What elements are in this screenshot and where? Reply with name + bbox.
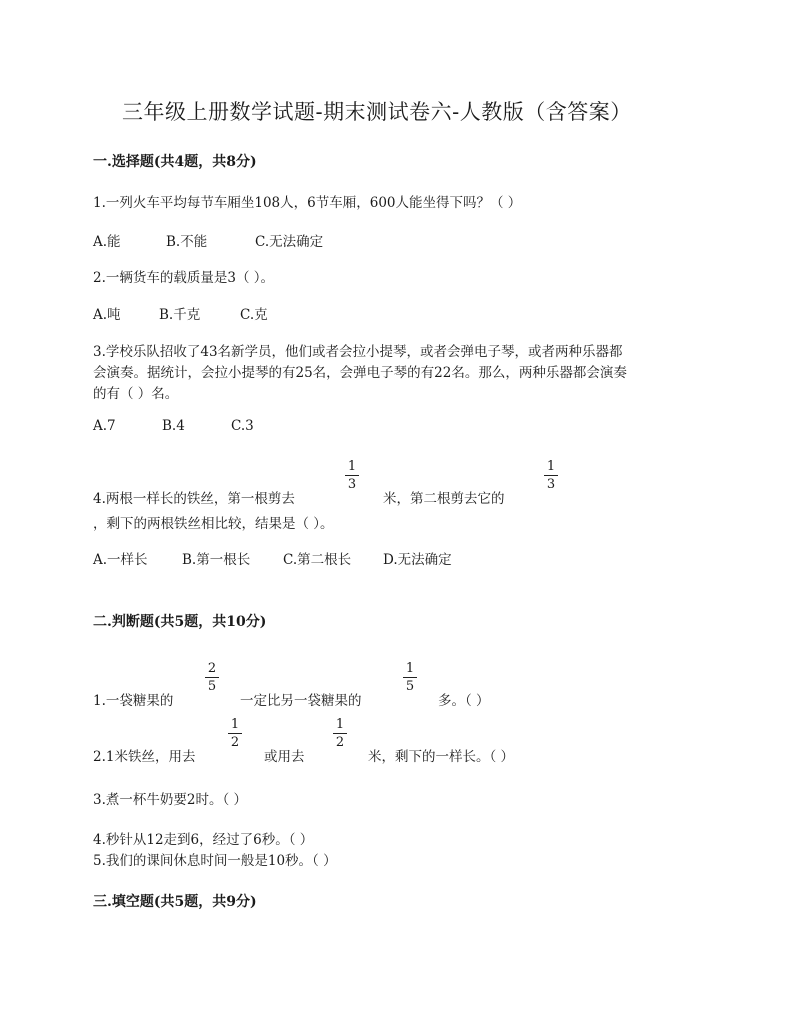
judge-1-part-3: 多。（ ） <box>438 693 490 709</box>
question-4-part-1: 4.两根一样长的铁丝，第一根剪去 <box>93 491 295 507</box>
section-heading-fill-blank: 三.填空题(共5题，共9分) <box>93 894 257 910</box>
question-2-stem: 2.一辆货车的载质量是3（ ）。 <box>93 270 275 286</box>
fraction-bar <box>403 677 417 678</box>
fraction-bar <box>205 677 219 678</box>
fraction <box>544 460 558 492</box>
judge-2-part-3: 米，剩下的一样长。（ ） <box>368 749 515 765</box>
judge-4-stem: 4.秒针从12走到6，经过了6秒。（ ） <box>93 832 314 848</box>
fraction <box>333 718 347 750</box>
q2-option-b: B.千克 <box>159 307 201 323</box>
question-4-part-3: ，剩下的两根铁丝相比较，结果是（ ）。 <box>93 516 334 532</box>
q4-option-c: C.第二根长 <box>283 552 352 568</box>
fraction-bar <box>333 733 347 734</box>
question-3-line-2: 会演奏。据统计，会拉小提琴的有25名，会弹电子琴的有22名。那么，两种乐器都会演奏 <box>93 365 627 381</box>
fraction-denominator: 5 <box>405 679 415 694</box>
judge-3-stem: 3.煮一杯牛奶要2时。（ ） <box>93 792 248 808</box>
question-4-part-2: 米，第二根剪去它的 <box>383 491 505 507</box>
q4-option-b: B.第一根长 <box>182 552 251 568</box>
fraction-denominator: 3 <box>546 477 556 492</box>
q4-option-d: D.无法确定 <box>383 552 452 568</box>
fraction-bar <box>345 475 359 476</box>
page-title: 三年级上册数学试题-期末测试卷六-人教版（含答案） <box>122 100 632 124</box>
fraction-denominator: 3 <box>347 477 357 492</box>
fraction <box>345 460 359 492</box>
q4-option-a: A.一样长 <box>93 552 148 568</box>
question-1-stem: 1.一列火车平均每节车厢坐108人，6节车厢，600人能坐得下吗？（ ） <box>93 195 522 211</box>
judge-1-part-2: 一定比另一袋糖果的 <box>240 693 362 709</box>
q2-option-c: C.克 <box>240 307 268 323</box>
section-heading-choice: 一.选择题(共4题，共8分) <box>93 154 257 170</box>
fraction <box>228 718 242 750</box>
fraction-numerator: 1 <box>546 459 556 474</box>
q1-option-b: B.不能 <box>166 234 208 250</box>
fraction-numerator: 1 <box>347 459 357 474</box>
fraction-denominator: 5 <box>207 679 217 694</box>
fraction-bar <box>544 475 558 476</box>
fraction-numerator: 2 <box>207 661 217 676</box>
question-3-line-1: 3.学校乐队招收了43名新学员，他们或者会拉小提琴，或者会弹电子琴，或者两种乐器都 <box>93 344 623 360</box>
fraction-denominator: 2 <box>335 735 345 750</box>
fraction <box>205 662 219 694</box>
fraction-numerator: 1 <box>405 661 415 676</box>
fraction-bar <box>228 733 242 734</box>
q2-option-a: A.吨 <box>93 307 121 323</box>
fraction-denominator: 2 <box>230 735 240 750</box>
fraction-numerator: 1 <box>335 717 345 732</box>
q3-option-c: C.3 <box>231 418 254 434</box>
judge-5-stem: 5.我们的课间休息时间一般是10秒。（ ） <box>93 853 337 869</box>
judge-2-part-1: 2.1米铁丝，用去 <box>93 749 196 765</box>
q1-option-a: A.能 <box>93 234 121 250</box>
fraction <box>403 662 417 694</box>
q3-option-b: B.4 <box>162 418 185 434</box>
judge-2-part-2: 或用去 <box>264 749 305 765</box>
q3-option-a: A.7 <box>93 418 116 434</box>
q1-option-c: C.无法确定 <box>255 234 324 250</box>
judge-1-part-1: 1.一袋糖果的 <box>93 693 174 709</box>
fraction-numerator: 1 <box>230 717 240 732</box>
question-3-line-3: 的有（ ）名。 <box>93 386 179 402</box>
section-heading-judgement: 二.判断题(共5题，共10分) <box>93 614 267 630</box>
